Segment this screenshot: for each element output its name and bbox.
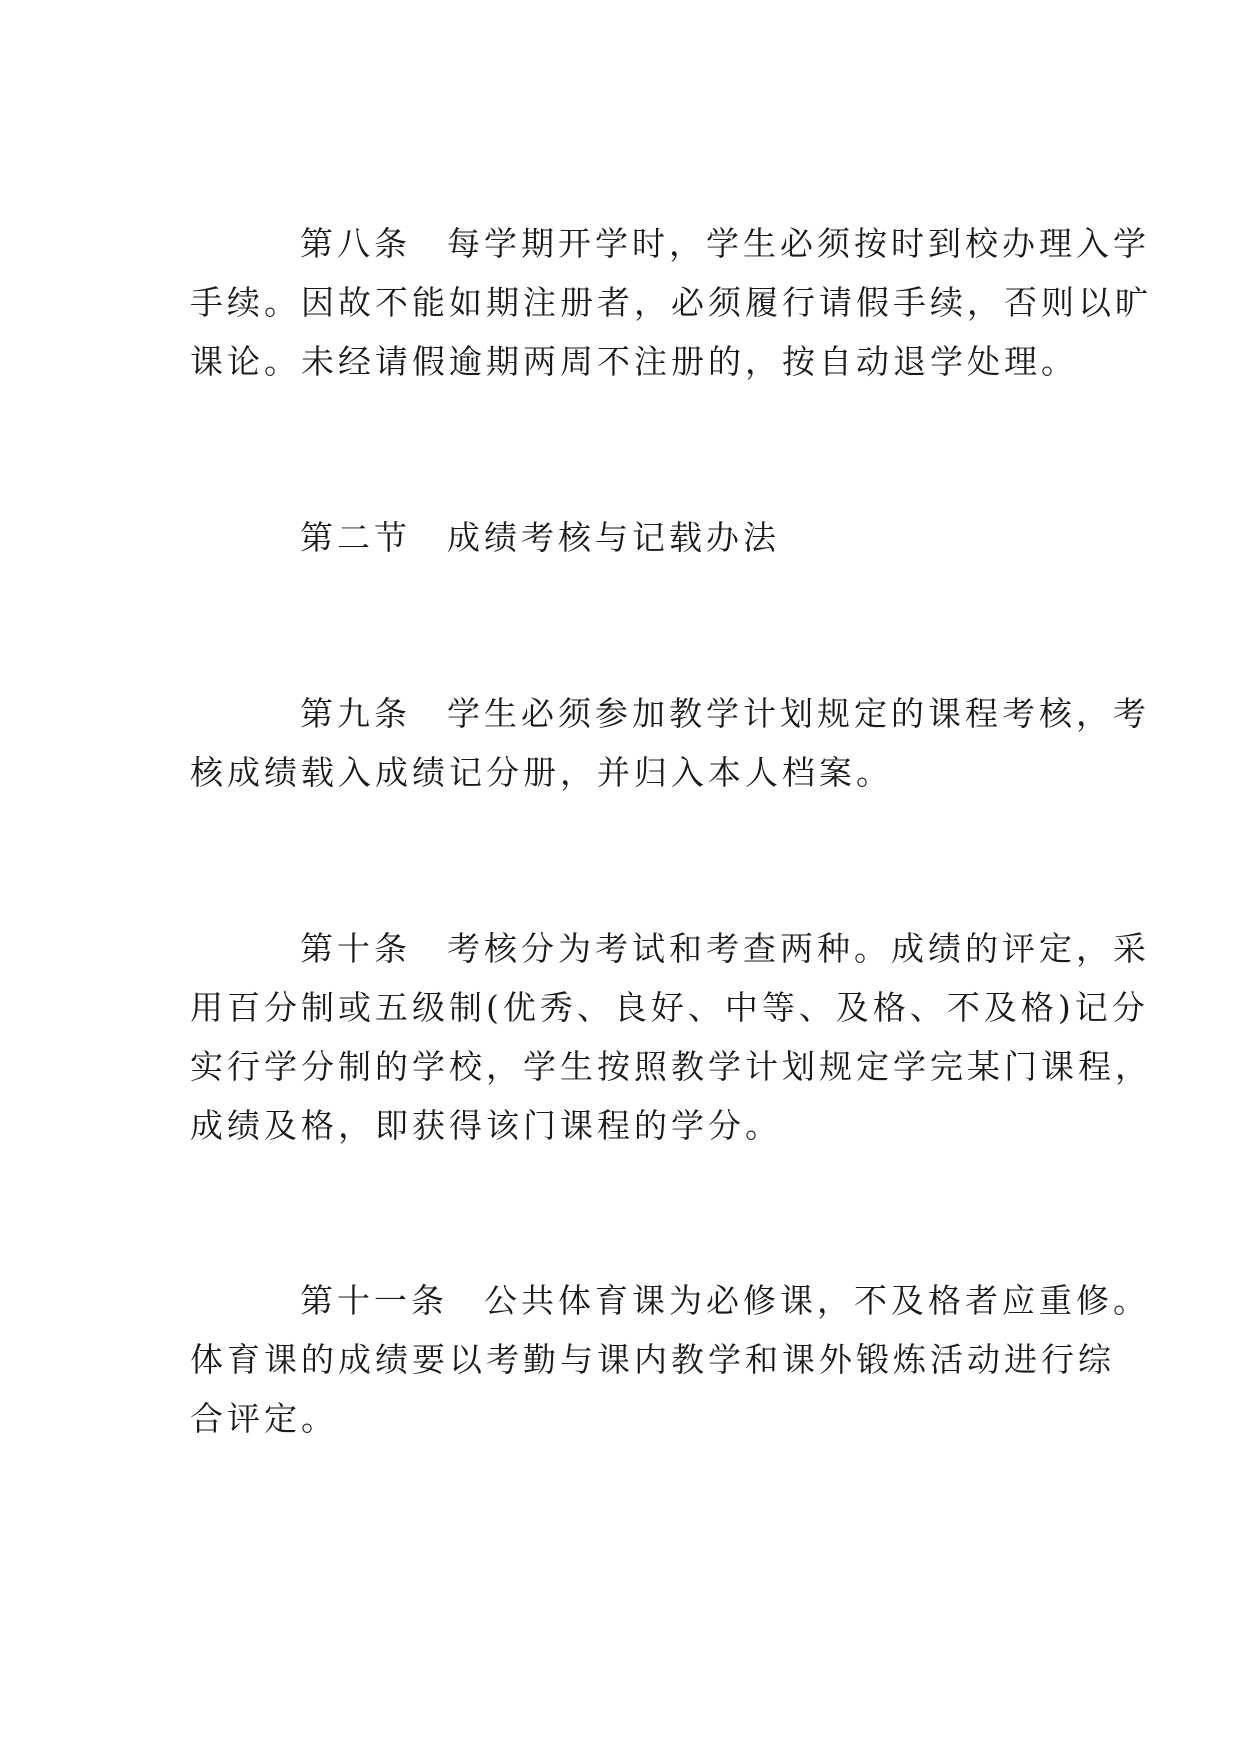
article-10-line-4: 成绩及格，即获得该门课程的学分。 <box>190 1106 782 1145</box>
article-8-line-2: 手续。因故不能如期注册者，必须履行请假手续，否则以旷 <box>190 283 1152 322</box>
article-10-text-1: 考核分为考试和考查两种。成绩的评定，采 <box>447 929 1150 968</box>
article-10-line-1 <box>300 929 1150 969</box>
article-9-label: 第九条 <box>300 694 411 733</box>
article-11-line-1 <box>300 1281 1150 1321</box>
section-2-heading <box>300 518 780 558</box>
article-11-label: 第十一条 <box>300 1281 448 1320</box>
section-2-title: 成绩考核与记载办法 <box>447 518 780 557</box>
article-8-label: 第八条 <box>300 224 411 263</box>
section-2-label: 第二节 <box>300 518 411 557</box>
article-10-line-3: 实行学分制的学校，学生按照教学计划规定学完某门课程， <box>190 1047 1152 1086</box>
article-11-line-3: 合评定。 <box>190 1399 338 1438</box>
article-9-line-1 <box>300 694 1150 734</box>
article-9-text-1: 学生必须参加教学计划规定的课程考核，考 <box>447 694 1150 733</box>
article-8-text-1: 每学期开学时，学生必须按时到校办理入学 <box>447 224 1150 263</box>
article-11-line-2: 体育课的成绩要以考勤与课内教学和课外锻炼活动进行综 <box>190 1340 1115 1379</box>
article-11-text-1: 公共体育课为必修课，不及格者应重修。 <box>484 1281 1150 1320</box>
article-8-line-3: 课论。未经请假逾期两周不注册的，按自动退学处理。 <box>190 342 1078 381</box>
article-8-line-1 <box>300 224 1150 264</box>
article-10-line-2: 用百分制或五级制(优秀、良好、中等、及格、不及格)记分 <box>190 988 1149 1027</box>
article-10-label: 第十条 <box>300 929 411 968</box>
article-9-line-2: 核成绩载入成绩记分册，并归入本人档案。 <box>190 753 893 792</box>
